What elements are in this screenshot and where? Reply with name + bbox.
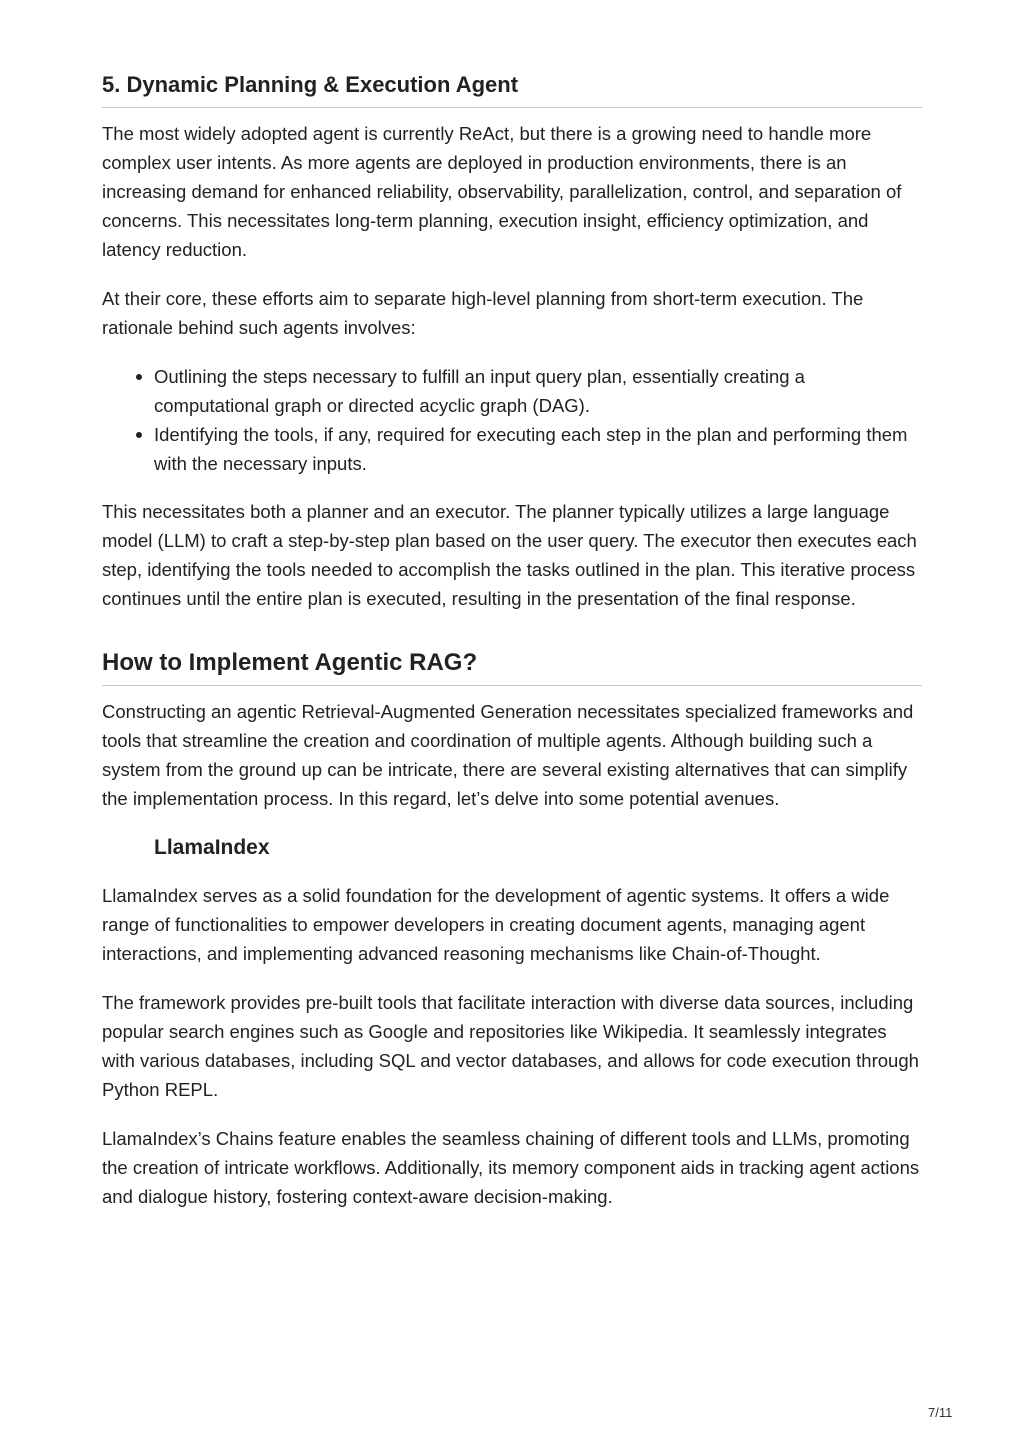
bullet-icon bbox=[136, 432, 142, 438]
bullet-icon bbox=[136, 374, 142, 380]
section-heading-dynamic-planning: 5. Dynamic Planning & Execution Agent bbox=[102, 72, 519, 97]
section-heading-implement-agentic-rag: How to Implement Agentic RAG? bbox=[102, 649, 478, 676]
paragraph: This necessitates both a planner and an executor. The planner typically utilizes a large language model (LLM) to craft a step-by-step plan based on the user query. The executor then executes each step, identifying the tools needed to accomplish the tasks outlined in the plan. This iterative process continues until the entire plan is executed, resulting in the presentation of the final response. bbox=[102, 501, 917, 609]
document-page bbox=[102, 70, 922, 1231]
paragraph: Constructing an agentic Retrieval-Augmented Generation necessitates specialized frameworks and tools that streamline the creation and coordination of multiple agents. Although building such a system from the ground up can be intricate, there are several existing alternatives that can simplify the implementation process. In this regard, let’s delve into some potential avenues. bbox=[102, 701, 914, 809]
paragraph: LlamaIndex serves as a solid foundation for the development of agentic systems. It offers a wide range of functionalities to empower developers in creating document agents, managing agent interactions, and implementing advanced reasoning mechanisms like Chain-of-Thought. bbox=[102, 885, 890, 964]
bullet-text: Identifying the tools, if any, required for executing each step in the plan and performing them with the necessary inputs. bbox=[154, 424, 908, 474]
bullet-item bbox=[154, 362, 922, 420]
paragraph: The most widely adopted agent is currently ReAct, but there is a growing need to handle more complex user intents. As more agents are deployed in production environments, there is an increasing demand for enhanced reliability, observability, parallelization, control, and separation of concerns. This necessitates long-term planning, execution insight, efficiency optimization, and latency reduction. bbox=[102, 123, 902, 260]
paragraph: The framework provides pre-built tools that facilitate interaction with diverse data sources, including popular search engines such as Google and repositories like Wikipedia. It seamlessly integrates with various databases, including SQL and vector databases, and allows for code execution through Python REPL. bbox=[102, 992, 919, 1100]
heading-divider bbox=[102, 107, 922, 108]
paragraph: LlamaIndex’s Chains feature enables the seamless chaining of different tools and LLMs, promoting the creation of intricate workflows. Additionally, its memory component aids in tracking agent actions and dialogue history, fostering context-aware decision-making. bbox=[102, 1128, 920, 1207]
bullet-text: Outlining the steps necessary to fulfill an input query plan, essentially creating a computational graph or directed acyclic graph (DAG). bbox=[154, 366, 805, 416]
heading-divider bbox=[102, 685, 922, 686]
page-number: 7/11 bbox=[928, 1405, 953, 1420]
bullet-item bbox=[154, 420, 922, 478]
subheading-llamaindex: LlamaIndex bbox=[154, 836, 270, 859]
bullet-list bbox=[102, 362, 922, 478]
paragraph: At their core, these efforts aim to separate high-level planning from short-term execution. The rationale behind such agents involves: bbox=[102, 288, 864, 338]
